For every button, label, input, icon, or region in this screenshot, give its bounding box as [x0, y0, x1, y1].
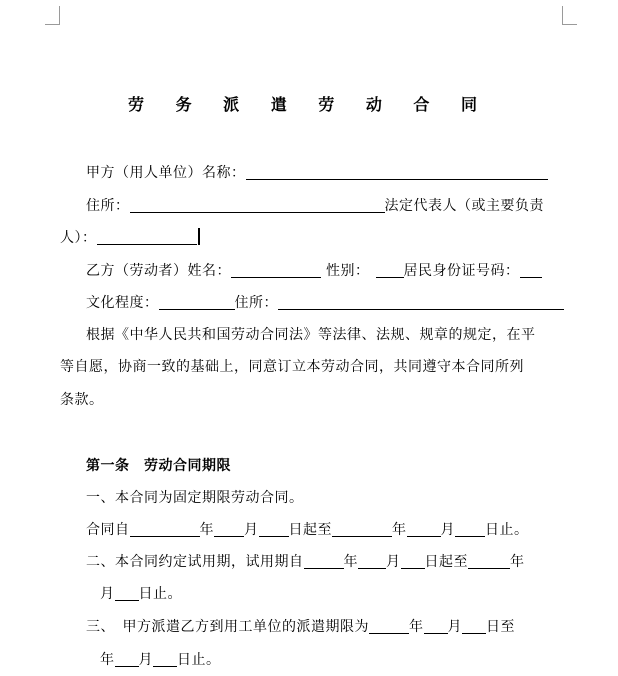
month-label: 月	[447, 619, 462, 635]
day-end-label: 日止。	[177, 652, 221, 668]
preamble-line-2: 等自愿，协商一致的基础上，同意订立本劳动合同，共同遵守本合同所列	[60, 359, 524, 375]
term-end-month-blank[interactable]	[407, 521, 441, 537]
id-number-label: 居民身份证号码：	[403, 263, 520, 279]
probation-end-day-blank[interactable]	[115, 585, 139, 601]
probation-prefix: 二、本合同约定试用期，试用期自	[86, 554, 304, 570]
legal-rep-label: 法定代表人（或主要负责	[384, 198, 544, 214]
dispatch-end-day-blank[interactable]	[153, 651, 177, 667]
legal-rep-label-cont: 人）：	[60, 230, 97, 246]
year-label: 年	[199, 522, 214, 538]
party-a-line	[86, 162, 548, 182]
year-label: 年	[100, 652, 115, 668]
dispatch-start-month-blank[interactable]	[424, 618, 448, 634]
month-label: 月	[100, 586, 115, 602]
document-title: 劳 务 派 遣 劳 动 合 同	[128, 95, 490, 114]
year-label: 年	[409, 619, 424, 635]
term-end-year-blank[interactable]	[332, 521, 392, 537]
month-label: 月	[244, 522, 259, 538]
clause-2-line-1	[86, 551, 525, 571]
id-number-blank[interactable]	[520, 262, 542, 278]
clause-1: 一、本合同为固定期限劳动合同。	[86, 490, 304, 506]
term-start-month-blank[interactable]	[214, 521, 244, 537]
education-blank[interactable]	[159, 294, 235, 310]
day-from-label: 日起至	[424, 554, 468, 570]
education-line	[86, 292, 564, 312]
party-a-name-blank[interactable]	[246, 164, 548, 180]
term-start-day-blank[interactable]	[259, 521, 289, 537]
legal-rep-line	[60, 227, 200, 247]
address-label-b: 住所：	[234, 295, 278, 311]
term-start-year-blank[interactable]	[130, 521, 200, 537]
day-to-label: 日至	[486, 619, 515, 635]
dispatch-start-day-blank[interactable]	[462, 618, 486, 634]
address-label: 住所：	[86, 198, 130, 214]
gender-label: 性别：	[326, 263, 370, 279]
probation-start-day-blank[interactable]	[401, 553, 425, 569]
page-corner-mark-top-right	[562, 6, 577, 25]
clause-2-line-2	[100, 583, 182, 603]
day-end-label: 日止。	[485, 522, 529, 538]
year-label: 年	[392, 522, 407, 538]
legal-rep-blank[interactable]	[97, 229, 197, 245]
address-blank[interactable]	[130, 197, 385, 213]
address-b-blank[interactable]	[278, 294, 564, 310]
day-end-label: 日止。	[138, 586, 182, 602]
preamble-line-3: 条款。	[60, 392, 104, 408]
term-prefix: 合同自	[86, 522, 130, 538]
article-1-heading: 第一条 劳动合同期限	[86, 458, 231, 474]
text-cursor	[198, 228, 200, 245]
dispatch-prefix: 三、 甲方派遣乙方到用工单位的派遣期限为	[86, 619, 369, 635]
party-b-name-blank[interactable]	[231, 262, 321, 278]
page-corner-mark-top-left	[45, 6, 60, 25]
party-a-name-label: 甲方（用人单位）名称：	[86, 165, 246, 181]
address-legal-rep-line	[86, 195, 544, 215]
party-b-line	[86, 260, 542, 280]
probation-start-month-blank[interactable]	[358, 553, 386, 569]
year-label: 年	[343, 554, 358, 570]
probation-end-year-blank[interactable]	[468, 553, 510, 569]
probation-start-year-blank[interactable]	[304, 553, 344, 569]
education-label: 文化程度：	[86, 295, 159, 311]
gender-blank[interactable]	[376, 262, 404, 278]
year-label: 年	[510, 554, 525, 570]
day-from-label: 日起至	[288, 522, 332, 538]
dispatch-start-year-blank[interactable]	[369, 618, 409, 634]
clause-3-line-2	[100, 649, 221, 669]
party-b-name-label: 乙方（劳动者）姓名：	[86, 263, 231, 279]
clause-1-term-line	[86, 519, 529, 539]
preamble-line-1: 根据《中华人民共和国劳动合同法》等法律、法规、规章的规定，在平	[86, 327, 536, 343]
dispatch-end-month-blank[interactable]	[115, 651, 139, 667]
month-label: 月	[386, 554, 401, 570]
month-label: 月	[138, 652, 153, 668]
clause-3-line-1	[86, 616, 515, 636]
month-label: 月	[440, 522, 455, 538]
term-end-day-blank[interactable]	[455, 521, 485, 537]
